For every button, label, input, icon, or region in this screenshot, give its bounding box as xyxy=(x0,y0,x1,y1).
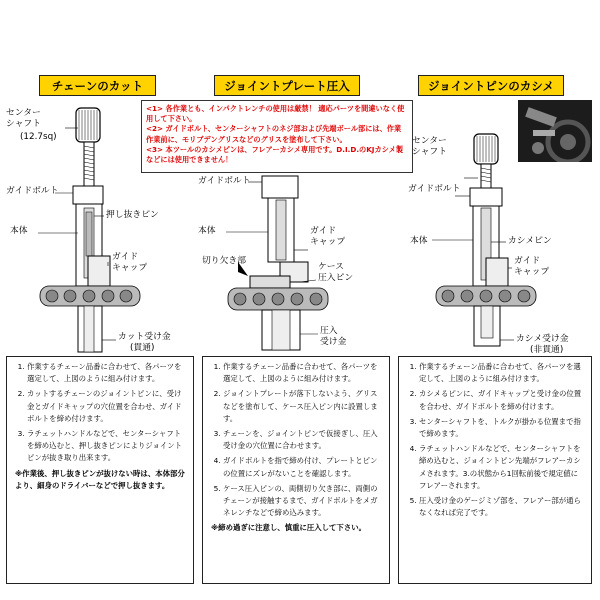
label-guide-cap-2: ガイド キャップ xyxy=(310,226,346,247)
step-3-4: 4. ラチェットハンドルなどで、センターシャフトを締め込むと、ジョイントピン先端がフレアーカシメされます。3.の状態から1回転前後で規定値にフレアーされます。 xyxy=(419,443,585,492)
label-notch: 切り欠き部 xyxy=(202,256,246,266)
label-body-3: 本体 xyxy=(410,236,428,246)
label-center-shaft-3: センター シャフト xyxy=(412,136,448,157)
label-guide-bolt-2: ガイドボルト xyxy=(198,176,251,186)
note-joint-plate-press: ※締め過ぎに注意し、慎重に圧入して下さい。 xyxy=(211,523,366,533)
title-joint-pin-caulk: ジョイントピンのカシメ xyxy=(418,75,564,96)
label-guide-bolt-3: ガイドボルト xyxy=(408,184,461,194)
step-3-3: 3. センターシャフトを、トルクが掛かる位置まで指で締めます。 xyxy=(419,416,585,440)
step-1-3: 3. ラチェットハンドルなどで、センターシャフトを締め込むと、押し抜きピンによりジョイントピンが抜き取り出来ます。 xyxy=(27,428,187,465)
title-joint-plate-press: ジョイントプレート圧入 xyxy=(214,75,360,96)
step-1-2: 2. カットするチェーンのジョイントピンに、受け金とガイドキャップの穴位置を合わせ、ガイドボルトを締め付けます。 xyxy=(27,388,187,425)
title-chain-cut: チェーンのカット xyxy=(39,75,156,96)
instructions-joint-pin-caulk xyxy=(398,356,592,584)
label-size: (12.7sq) xyxy=(20,132,57,142)
note-chain-cut: ※作業後、押し抜きピンが抜けない時は、本体部分より、細身のドライバーなどで押し抜きます。 xyxy=(15,468,185,490)
label-press-receiver: 圧入 受け金 xyxy=(320,326,347,347)
warning-2: <2> ガイドボルト、センターシャフトのネジ部および先端ボール部には、作業作業前に、モリブデングリスなどのグリスを塗布して下さい。 xyxy=(146,124,402,144)
label-body-2: 本体 xyxy=(198,226,216,236)
label-body-1: 本体 xyxy=(10,226,28,236)
label-case-press-pin: ケース 圧入ピン xyxy=(318,262,354,283)
step-2-1: 1. 作業するチェーン品番に合わせて、各パーツを選定して、上図のように組み付けます。 xyxy=(223,361,383,385)
step-2-4: 4. ガイドボルトを指で締め付け、プレートとピンの位置にズレがないことを確認します。 xyxy=(223,455,383,479)
label-non-through: (非貫通) xyxy=(530,345,564,355)
label-caulk-pin: カシメピン xyxy=(508,236,552,246)
label-push-pin: 押し抜きピン xyxy=(106,210,159,220)
step-3-1: 1. 作業するチェーン品番に合わせて、各パーツを選定して、上図のように組み付けます。 xyxy=(419,361,585,385)
instructions-chain-cut xyxy=(6,356,194,584)
step-3-5: 5. 圧入受け金のゲージミゾ部を、フレアー部が通らなくなれば完了です。 xyxy=(419,495,585,519)
step-2-2: 2. ジョイントプレートが落下しないよう、グリスなどを塗布して、ケース圧入ピン内に設置します。 xyxy=(223,388,383,425)
step-3-2: 2. カシメるピンに、ガイドキャップと受け金の位置を合わせ、ガイドボルトを締め付けます。 xyxy=(419,388,585,412)
instructions-joint-plate-press xyxy=(202,356,390,584)
diagram-joint-pin-caulk xyxy=(400,130,600,356)
label-guide-cap-3: ガイド キャップ xyxy=(514,256,550,277)
label-guide-bolt-1: ガイドボルト xyxy=(6,186,59,196)
step-2-5: 5. ケース圧入ピンの、両側切り欠き部に、両側のチェーンが接触するまで、ガイドボルトをメガネレンチなどで締め込みます。 xyxy=(223,483,383,520)
step-2-3: 3. チェーンを、ジョイントピンで仮接ぎし、圧入受け金の穴位置に合わせます。 xyxy=(223,428,383,452)
label-cut-receiver: カット受け金 xyxy=(118,332,171,342)
label-guide-cap-1: ガイド キャップ xyxy=(112,252,148,273)
label-center-shaft-1: センター シャフト xyxy=(6,108,42,129)
warning-1: <1> 各作業とも、インパクトレンチの使用は厳禁！ 適応パーツを間違いなく使用して下さい。 xyxy=(146,104,405,124)
label-caulk-receiver: カシメ受け金 xyxy=(516,334,569,344)
label-through: (貫通) xyxy=(130,343,155,353)
step-1-1: 1. 作業するチェーン品番に合わせて、各パーツを選定して、上図のように組み付けます。 xyxy=(27,361,187,385)
warning-3: <3> 本ツールのカシメピンは、フレアーカシメ専用です。D.I.D.のKJカシメ製などには使用できません！ xyxy=(146,144,404,165)
